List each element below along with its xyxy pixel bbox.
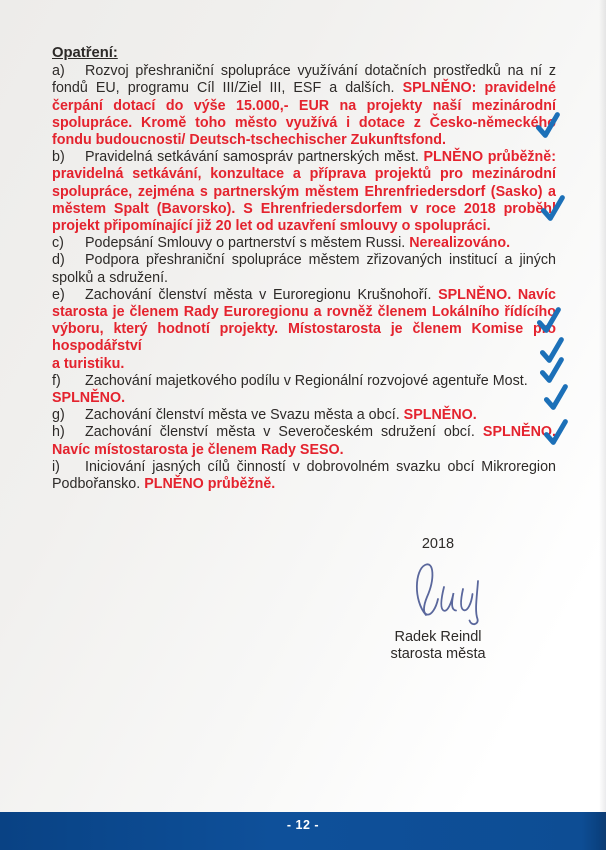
item-marker: e) [52,286,65,303]
item-marker: h) [52,424,65,441]
measure-item-c [52,235,556,252]
status-text: PLNĚNO průběžně. [144,476,276,493]
status-text: PLNĚNO průběžně: pravidelná setkávání, konzultace a příprava projektů pro mezinárodní spolupráce, zejména s partnerským městem Ehrenfriedersdorf (Sasko) a městem Spalt (Bavorsko). S Ehrenfriedersdorfem v roce 2018 proběhl projekt připomínající již 20 let od uzavření smlouvy o spolupráci. [52,149,557,235]
footer-bar [0,812,606,850]
status-text: SPLNĚNO. Navíc starosta je členem Rady Euroregionu a rovněž členem Lokálního řídícího výboru, který hodnotí projekty. Místostarosta je členem Komise pro hospodářství [52,286,556,355]
item-marker: d) [52,252,65,269]
measure-item-g [52,407,556,424]
status-text: SPLNĚNO. [403,407,477,424]
item-marker: c) [52,235,64,252]
section-title: Opatření: [52,45,118,61]
status-text: SPLNĚNO. [52,390,126,407]
measure-item-d [52,252,556,286]
checkmark-icon [534,306,563,335]
item-text: Zachování členství města v Euroregionu Krušnohoří. [85,286,439,303]
item-marker: g) [52,407,65,424]
signer-role: starosta města [390,646,486,662]
measure-item-i [52,459,556,493]
measure-item-b [52,149,556,235]
measure-item-h [52,424,556,458]
signature [410,558,494,628]
item-text: Iniciování jasných cílů činností v dobrovolném svazku obcí Mikroregion Podbořansko. [52,458,556,493]
item-text: Rozvoj přeshraniční spolupráce využívání dotačních prostředků na ní z fondů EU, programu Cíl III/Ziel III, ESF a dalších. [52,63,556,97]
page-edge-shadow [599,0,606,850]
checkmark-icon [537,356,566,385]
item-text: Podepsání Smlouvy o partnerství s městem Russi. [85,235,410,252]
checkmark-icon [533,111,562,140]
checkmark-icon [541,383,570,412]
signer-name: Radek Reindl [394,629,482,645]
measure-item-a [52,63,556,149]
checkmark-icon [538,194,567,223]
item-text: Pravidelná setkávání samospráv partnerských měst. [85,149,424,166]
item-marker: b) [52,149,65,166]
checkmark-icon [541,418,570,447]
item-marker: a) [52,63,65,80]
measure-item-f [52,373,556,407]
item-text: Zachování členství města v Severočeském sdružení obcí. [85,424,483,441]
measure-item-e [52,287,556,373]
signature-block [358,536,518,663]
page-number: - 12 - [286,818,320,832]
measure-list [52,63,556,493]
item-marker: f) [52,372,61,389]
item-text: Zachování majetkového podílu v Regionální rozvojové agentuře Most. [85,372,528,389]
status-text: a turistiku. [52,355,125,372]
measures-section [52,45,556,493]
item-text: Podpora přeshraniční spolupráce městem zřizovaných institucí a jiných spolků a sdružení. [52,252,556,286]
status-text: Nerealizováno. [409,235,511,252]
item-marker: i) [52,458,60,475]
status-text: SPLNĚNO. Navíc místostarosta je členem Rady SESO. [52,424,556,458]
status-text: SPLNĚNO: pravidelné čerpání dotací do výše 15.000,- EUR na projekty naší mezinárodní spolupráce. Kromě toho město využívá i dotace z Česko-německého fondu budoucnosti/ Deutsch-tschechischer Zukunftsfond. [52,80,556,149]
item-text: Zachování členství města ve Svazu města a obcí. [85,407,404,424]
year-label: 2018 [421,536,455,552]
